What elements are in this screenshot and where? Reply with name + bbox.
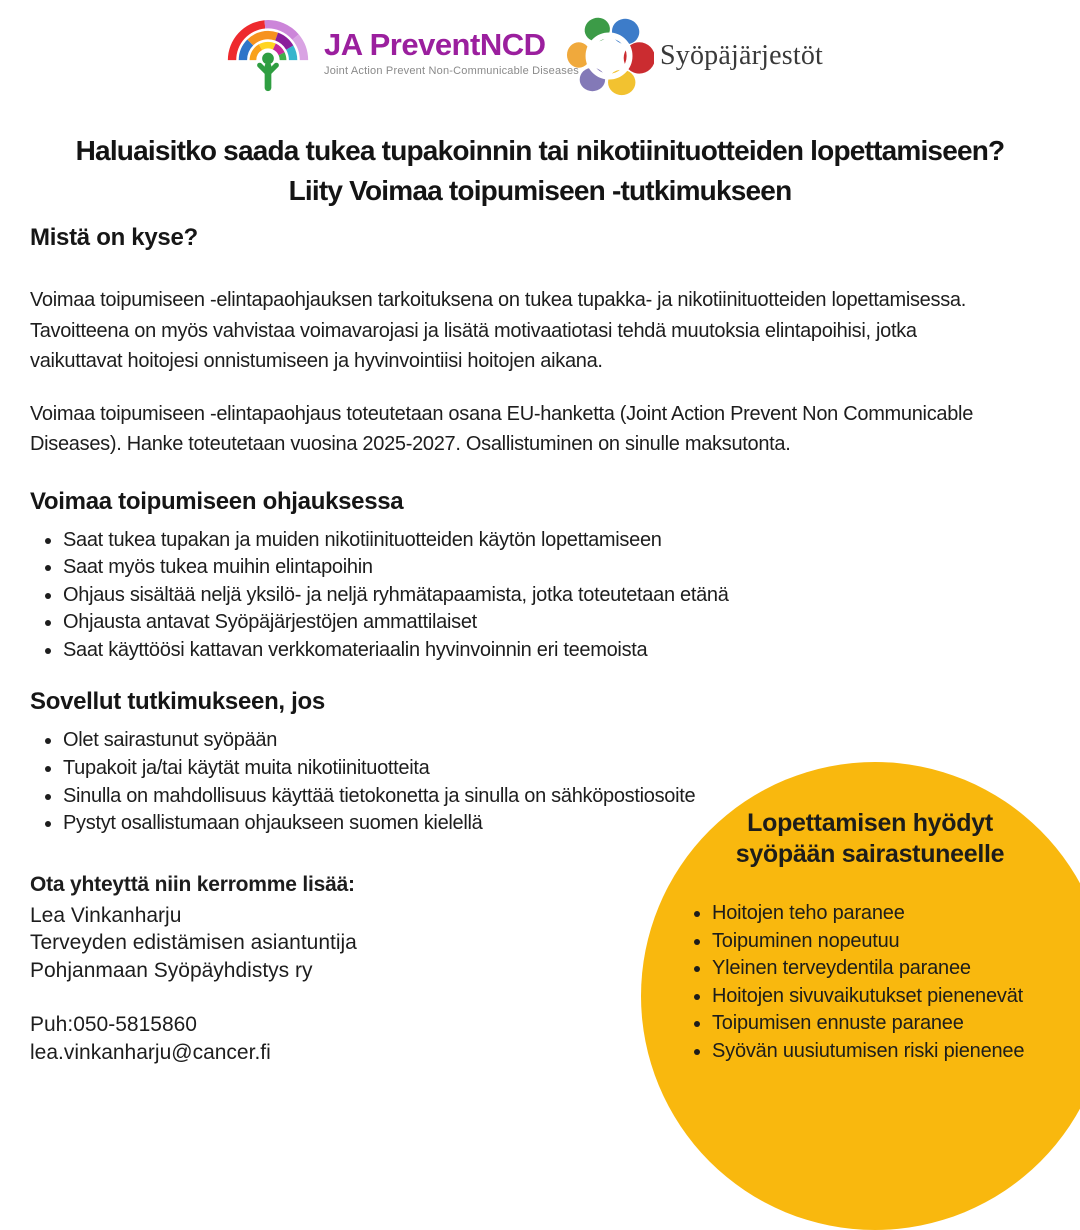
contact-name: Lea Vinkanharju [30,903,182,927]
contact-organization: Pohjanmaan Syöpäyhdistys ry [30,958,313,982]
syopajarjestot-name: Syöpäjärjestöt [660,40,823,71]
benefits-heading-line1: Lopettamisen hyödyt [747,809,993,837]
ohjaus-bullet-list [30,527,1005,665]
contact-email: lea.vinkanharju@cancer.fi [30,1040,271,1064]
list-item: • Ohjaus sisältää neljä yksilö- ja neljä ryhmätapaamista, jotka toteutetaan etänä [63,582,1005,610]
list-item: • Hoitojen sivuvaikutukset pienenevät [712,983,1080,1011]
list-item: • Toipuminen nopeutuu [712,928,1080,956]
list-item: • Ohjausta antavat Syöpäjärjestöjen ammattilaiset [63,609,1005,637]
list-item: • Saat tukea tupakan ja muiden nikotiinituotteiden käytön lopettamiseen [63,527,1005,555]
section-heading-mista: Mistä on kyse? [30,224,198,251]
list-item: • Pystyt osallistumaan ohjaukseen suomen kielellä [63,810,1005,838]
flower-petals-icon [566,12,654,100]
list-item: • Olet sairastunut syöpään [63,727,1005,755]
list-item: • Toipumisen ennuste paranee [712,1010,1080,1038]
syopajarjestot-logo [566,12,823,100]
page-title [0,131,1080,211]
benefits-heading-line2: syöpään sairastuneelle [735,840,1005,868]
japreventncd-wordmark [324,28,579,102]
intro-paragraph-2: Voimaa toipumiseen -elintapaohjaus toteutetaan osana EU-hanketta (Joint Action Prevent Non Communicable Diseases). Hanke toteutetaan vuosina 2025-2027. Osallistuminen on sinulle maksutonta. [30,402,974,455]
japreventncd-name: JA PreventNCD [324,27,546,62]
list-item: • Yleinen terveydentila paranee [712,955,1080,983]
contact-block [30,871,357,1066]
contact-role: Terveyden edistämisen asiantuntija [30,931,357,954]
japreventncd-logo [226,10,579,102]
section-heading-sovellut: Sovellut tutkimukseen, jos [30,688,325,716]
list-item: • Sinulla on mahdollisuus käyttää tietokonetta ja sinulla on sähköpostiosoite [63,783,1005,811]
list-item: • Syövän uusiutumisen riski pienenee [712,1038,1080,1066]
list-item: • Saat käyttöösi kattavan verkkomateriaalin hyvinvoinnin eri teemoista [63,637,1005,665]
list-item: • Hoitojen teho paranee [712,900,1080,928]
section-heading-ohjaus: Voimaa toipumiseen ohjauksessa [30,487,404,515]
benefits-circle-content [660,808,1080,1065]
contact-phone: Puh:050-5815860 [30,1013,197,1036]
benefits-heading [660,808,1080,870]
rainbow-person-icon [226,10,310,102]
contact-heading: Ota yhteyttä niin kerromme lisää: [30,873,355,896]
list-item: • Tupakoit ja/tai käytät muita nikotiinituotteita [63,755,1005,783]
list-item: • Saat myös tukea muihin elintapoihin [63,554,1005,582]
main-content [30,224,1005,838]
japreventncd-subtitle: Joint Action Prevent Non-Communicable Diseases [324,65,579,77]
benefits-bullet-list [660,900,1080,1065]
page-title-line2: Liity Voimaa toipumiseen -tutkimukseen [288,175,792,206]
intro-paragraph-1: Voimaa toipumiseen -elintapaohjauksen tarkoituksena on tukea tupakka- ja nikotiinituotteiden lopettamisessa. Tavoitteena on myös vahvistaa voimavarojasi ja lisätä motivaatiotasi tehdä muutoksia elintapoihisi, jotka vaikuttavat hoitojesi onnistumiseen ja hyvinvointiisi hoitojen aikana. [30,289,966,372]
page-title-line1: Haluaisitko saada tukea tupakoinnin tai nikotiinituotteiden lopettamiseen? [75,135,1005,166]
